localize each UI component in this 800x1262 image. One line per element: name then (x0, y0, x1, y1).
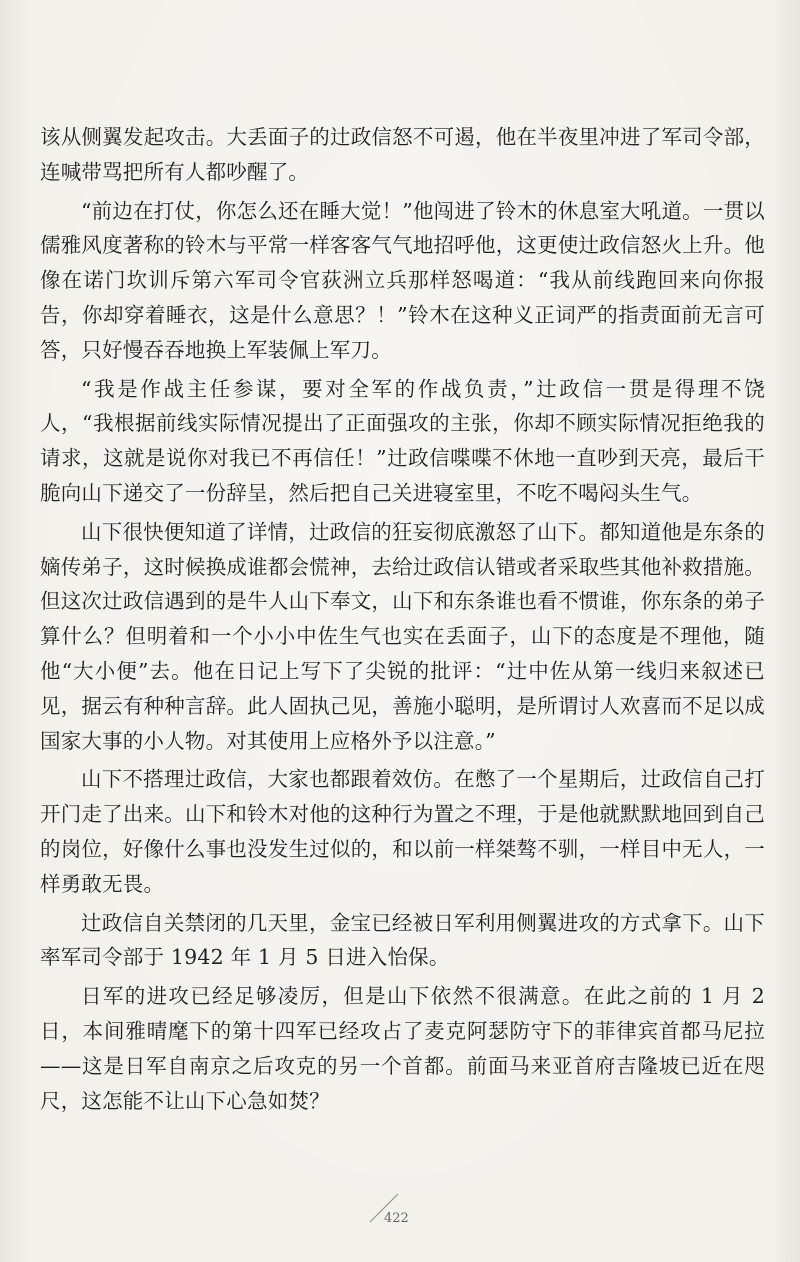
paragraph: 日军的进攻已经足够凌厉，但是山下依然不很满意。在此之前的 1 月 2 日，本间雅晴麾下的第十四军已经攻占了麦克阿瑟防守下的菲律宾首都马尼拉——这是日军自南京之后攻克的另一个首都。前面马来亚首府吉隆坡已近在咫尺，这怎能不让山下心急如焚？ (40, 984, 765, 1113)
paragraph: “我是作战主任参谋，要对全军的作战负责，”辻政信一贯是得理不饶人，“我根据前线实际情况提出了正面强攻的主张，你却不顾实际情况拒绝我的请求，这就是说你对我已不再信任！”辻政信喋喋不休地一直吵到天亮，最后干脆向山下递交了一份辞呈，然后把自己关进寝室里，不吃不喝闷头生气。 (40, 376, 765, 505)
body-text (40, 120, 765, 1122)
paragraph: 辻政信自关禁闭的几天里，金宝已经被日军利用侧翼进攻的方式拿下。山下率军司令部于 1942 年 1 月 5 日进入怡保。 (40, 910, 765, 970)
paragraph: 该从侧翼发起攻击。大丢面子的辻政信怒不可遏，他在半夜里冲进了军司令部，连喊带骂把所有人都吵醒了。 (40, 125, 765, 184)
paragraph: “前边在打仗，你怎么还在睡大觉！”他闯进了铃木的休息室大吼道。一贯以儒雅风度著称的铃木与平常一样客客气气地招呼他，这更使辻政信怒火上升。他像在诺门坎训斥第六军司令官荻洲立兵那样怒喝道：“我从前线跑回来向你报告，你却穿着睡衣，这是什么意思？！”铃木在这种义正词严的指责面前无言可答，只好慢吞吞地换上军装佩上军刀。 (40, 198, 765, 362)
paragraph: 山下很快便知道了详情，辻政信的狂妄彻底激怒了山下。都知道他是东条的嫡传弟子，这时候换成谁都会慌神，去给辻政信认错或者采取些其他补救措施。但这次辻政信遇到的是牛人山下奉文，山下和东条谁也看不惯谁，你东条的弟子算什么？但明着和一个小小中佐生气也实在丢面子，山下的态度是不理他，随他“大小便”去。他在日记上写下了尖锐的批评：“辻中佐从第一线归来叙述已见，据云有种种言辞。此人固执己见，善施小聪明，是所谓讨人欢喜而不足以成国家大事的小人物。对其使用上应格外予以注意。” (40, 519, 765, 753)
paragraph: 山下不搭理辻政信，大家也都跟着效仿。在憋了一个星期后，辻政信自己打开门走了出来。山下和铃木对他的这种行为置之不理，于是他就默默地回到自己的岗位，好像什么事也没发生过似的，和以前一样桀骜不驯，一样目中无人，一样勇敢无畏。 (40, 767, 765, 896)
page-number: 422 (384, 1211, 409, 1226)
